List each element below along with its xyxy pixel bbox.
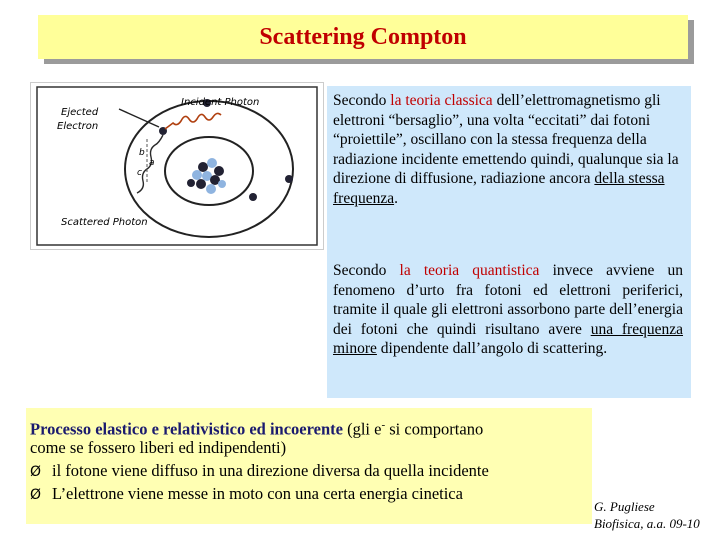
quantum-body: invece avviene un fenomeno d’urto fra fotoni ed elettroni periferici, tramite il quale gli elettroni assorbono parte dell’energia dei fotoni che quindi risultano avere xyxy=(333,262,683,338)
orbit-electron xyxy=(249,193,257,201)
arrow-bullet-icon: Ø xyxy=(30,464,42,480)
label-electron: Electron xyxy=(57,121,99,132)
summary-rest-a: (gli e xyxy=(342,419,382,439)
credit xyxy=(594,498,700,532)
quantum-end: dipendente dall’angolo di scattering. xyxy=(376,340,608,357)
classical-end: . xyxy=(394,189,398,207)
quantum-underlined: una frequenza minore xyxy=(333,320,683,357)
summary-bullet-1 xyxy=(30,460,489,483)
classical-body: dell’elettromagnetismo gli elettroni “bersaglio”, una volta “eccitati” dai fotoni “proiettile”, oscillano con la stessa frequenza della radiazione incidente emettendo quindi, qualunque sia la direzione di diffusione, radiazione ancora xyxy=(333,92,679,187)
orbit-electron xyxy=(285,175,293,183)
summary-line-2: come se fossero liberi ed indipendenti) xyxy=(30,438,287,457)
label-c: c xyxy=(137,168,142,178)
label-incident-photon: Incident Photon xyxy=(181,97,260,108)
inner-orbit xyxy=(165,137,253,205)
compton-diagram xyxy=(30,82,324,250)
summary-box xyxy=(26,408,592,524)
slide-title-text: Scattering Compton xyxy=(259,23,467,50)
quantum-highlight: la teoria quantistica xyxy=(399,262,540,279)
summary-bullet-2 xyxy=(30,483,463,506)
summary-superscript: - xyxy=(381,419,386,431)
summary-rest-b: si comportano xyxy=(385,419,484,439)
label-scattered-photon: Scattered Photon xyxy=(61,217,148,228)
outer-orbit xyxy=(125,101,293,237)
compton-diagram-svg xyxy=(31,83,323,249)
classical-prefix: Secondo xyxy=(333,92,391,109)
quantum-theory-paragraph xyxy=(333,261,683,359)
label-a: a xyxy=(149,158,155,168)
credit-course: Biofisica, a.a. 09-10 xyxy=(594,516,700,531)
classical-underlined: della stessa frequenza xyxy=(333,170,665,207)
bullet-1-text: il fotone viene diffuso in una direzione diversa da quella incidente xyxy=(52,461,489,480)
classical-theory-paragraph xyxy=(333,91,683,208)
bullet-2-text: L’elettrone viene messe in moto con una certa energia cinetica xyxy=(52,484,463,503)
label-b: b xyxy=(139,148,145,158)
slide-title xyxy=(38,15,688,59)
credit-author: G. Pugliese xyxy=(594,499,655,514)
summary-bold: Processo elastico e relativistico ed incoerente xyxy=(30,419,343,439)
label-ejected: Ejected xyxy=(61,107,99,118)
nucleus xyxy=(187,158,226,194)
classical-highlight: la teoria classica xyxy=(390,92,493,109)
theory-panel xyxy=(327,86,691,398)
arrow-bullet-icon: Ø xyxy=(30,487,42,503)
quantum-prefix: Secondo xyxy=(333,262,400,279)
incident-photon-wave xyxy=(165,113,221,129)
